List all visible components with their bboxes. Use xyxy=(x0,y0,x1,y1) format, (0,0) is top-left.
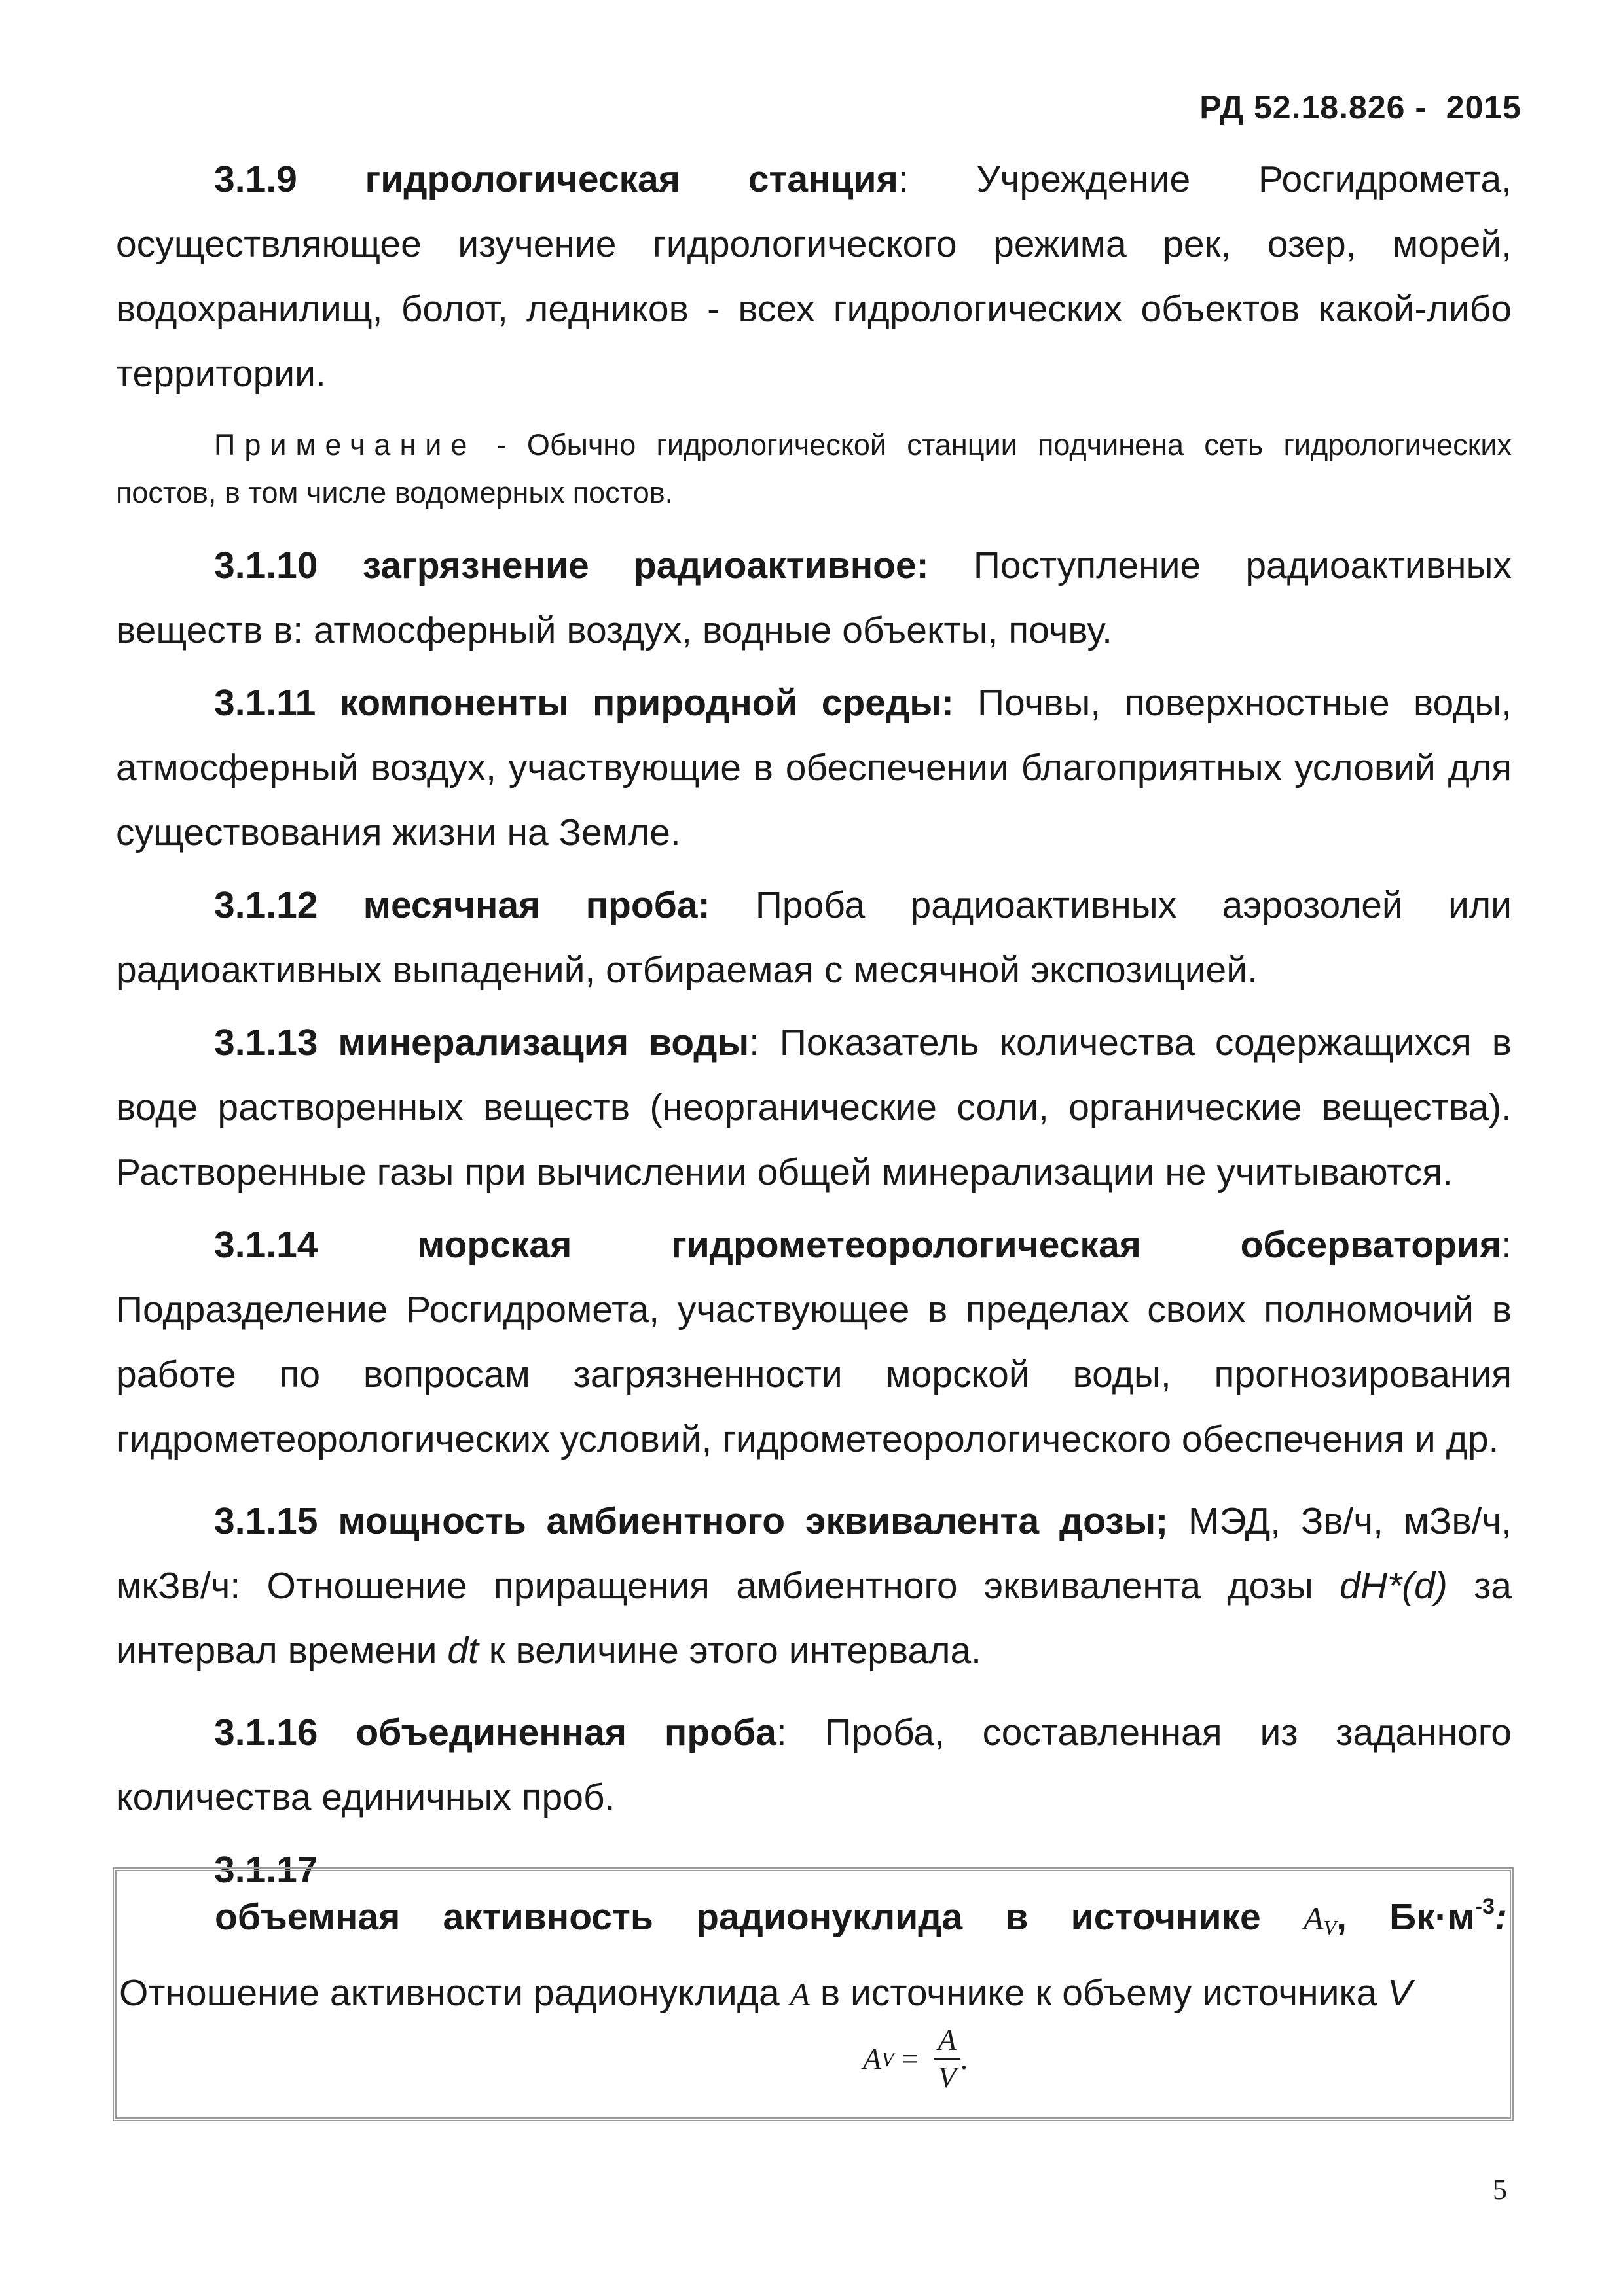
page-number: 5 xyxy=(1493,2174,1507,2206)
formula-period: . xyxy=(960,2041,968,2075)
document-body xyxy=(116,147,1512,1903)
entry-text: Подразделение Росгидромета, участвующее в пределах своих полномочий в работе по вопросам загрязненности морской воды, прогнозирования гидрометеорологических условий, гидрометеорологического обеспечения и др. xyxy=(116,1289,1512,1460)
formula-equals: = xyxy=(894,2041,926,2075)
entry-term: загрязнение радиоактивное: xyxy=(362,545,929,586)
symbol-sub: V xyxy=(1323,1916,1337,1939)
symbol-a: A xyxy=(790,1976,811,2013)
note-text: - Обычно гидрологической станции подчинена сеть гидрологических постов, в том числе водомерных постов. xyxy=(116,428,1512,509)
entry-3-1-14 xyxy=(116,1213,1512,1472)
entry-term: морская гидрометеорологическая обсерватория xyxy=(417,1224,1502,1266)
entry-3-1-16 xyxy=(116,1700,1512,1830)
entry-number: 3.1.14 xyxy=(214,1224,318,1266)
symbol-av xyxy=(1304,1900,1336,1937)
entry-number: 3.1.11 xyxy=(214,682,316,724)
variable-dt: dt xyxy=(447,1630,479,1672)
box-text: Отношение активности радионуклида xyxy=(119,1972,790,2014)
entry-term: минерализация воды xyxy=(338,1022,750,1064)
unit-exponent: -3 xyxy=(1474,1894,1495,1919)
entry-number: 3.1.10 xyxy=(214,545,318,586)
formula xyxy=(863,2025,968,2092)
entry-text: Проба радиоактивных аэрозолей или радиоактивных выпадений, отбираемая с месячной экспозицией. xyxy=(116,884,1512,991)
unit: , Бк·м xyxy=(1336,1896,1475,1938)
entry-3-1-10 xyxy=(116,533,1512,663)
entry-term: гидрологическая станция xyxy=(365,158,898,200)
entry-number: 3.1.13 xyxy=(214,1022,318,1064)
box-term: объемная активность радионуклида в источнике xyxy=(215,1896,1261,1938)
entry-text: к величине этого интервала. xyxy=(478,1630,982,1672)
entry-number: 3.1.12 xyxy=(214,884,318,926)
document-code: РД 52.18.826 - 2015 xyxy=(1199,89,1522,126)
formula-lhs: A xyxy=(863,2041,882,2075)
term-separator: : xyxy=(749,1022,760,1064)
entry-text: Проба, составленная из заданного количества единичных проб. xyxy=(116,1712,1512,1818)
entry-text: Учреждение Росгидромета, осуществляющее изучение гидрологического режима рек, озер, морей, водохранилищ, болот, ледников - всех гидрологических объектов какой-либо территории. xyxy=(116,158,1512,395)
variable-dh: dH*(d) xyxy=(1340,1565,1448,1607)
entry-text: Почвы, поверхностные воды, атмосферный воздух, участвующие в обеспечении благоприятных условий для существования жизни на Земле. xyxy=(116,682,1512,853)
formula-lhs-sub: V xyxy=(881,2047,894,2071)
entry-number: 3.1.17 xyxy=(214,1849,318,1891)
note-label: Примечание xyxy=(214,428,477,461)
entry-3-1-13 xyxy=(116,1011,1512,1205)
fraction-numerator: A xyxy=(934,2025,960,2060)
term-separator: : xyxy=(898,158,909,200)
entry-text: Поступление радиоактивных веществ в: атмосферный воздух, водные объекты, почву. xyxy=(116,545,1512,651)
box-definition xyxy=(119,1884,1507,2027)
entry-term: мощность амбиентного эквивалента дозы; xyxy=(338,1500,1169,1542)
entry-3-1-11 xyxy=(116,671,1512,865)
entry-text: Показатель количества содержащихся в воде растворенных веществ (неорганические соли, органические вещества). Растворенные газы при вычислении общей минерализации не учитываются. xyxy=(116,1022,1512,1193)
entry-term: компоненты природной среды: xyxy=(339,682,954,724)
definition-box xyxy=(113,1867,1514,2121)
formula-fraction xyxy=(934,2025,960,2092)
symbol-main: A xyxy=(1303,1900,1324,1937)
entry-3-1-9 xyxy=(116,147,1512,406)
entry-number: 3.1.15 xyxy=(214,1500,318,1542)
entry-number: 3.1.16 xyxy=(214,1712,318,1753)
entry-term: месячная проба: xyxy=(363,884,710,926)
entry-text: за интервал времени xyxy=(116,1565,1512,1672)
term-separator: : xyxy=(1501,1224,1512,1266)
term-separator: : xyxy=(776,1712,787,1753)
colon: : xyxy=(1495,1896,1507,1938)
entry-3-1-12 xyxy=(116,873,1512,1003)
note xyxy=(116,421,1512,516)
entry-3-1-15 xyxy=(116,1489,1512,1683)
entry-term: объединенная проба xyxy=(356,1712,776,1753)
entry-text: МЭД, Зв/ч, мЗв/ч, мкЗв/ч: Отношение приращения амбиентного эквивалента дозы xyxy=(116,1500,1512,1607)
box-text: в источнике к объему источника xyxy=(810,1972,1388,2014)
entry-number: 3.1.9 xyxy=(214,158,297,200)
symbol-v: V xyxy=(1387,1972,1413,2014)
fraction-denominator: V xyxy=(938,2060,957,2094)
